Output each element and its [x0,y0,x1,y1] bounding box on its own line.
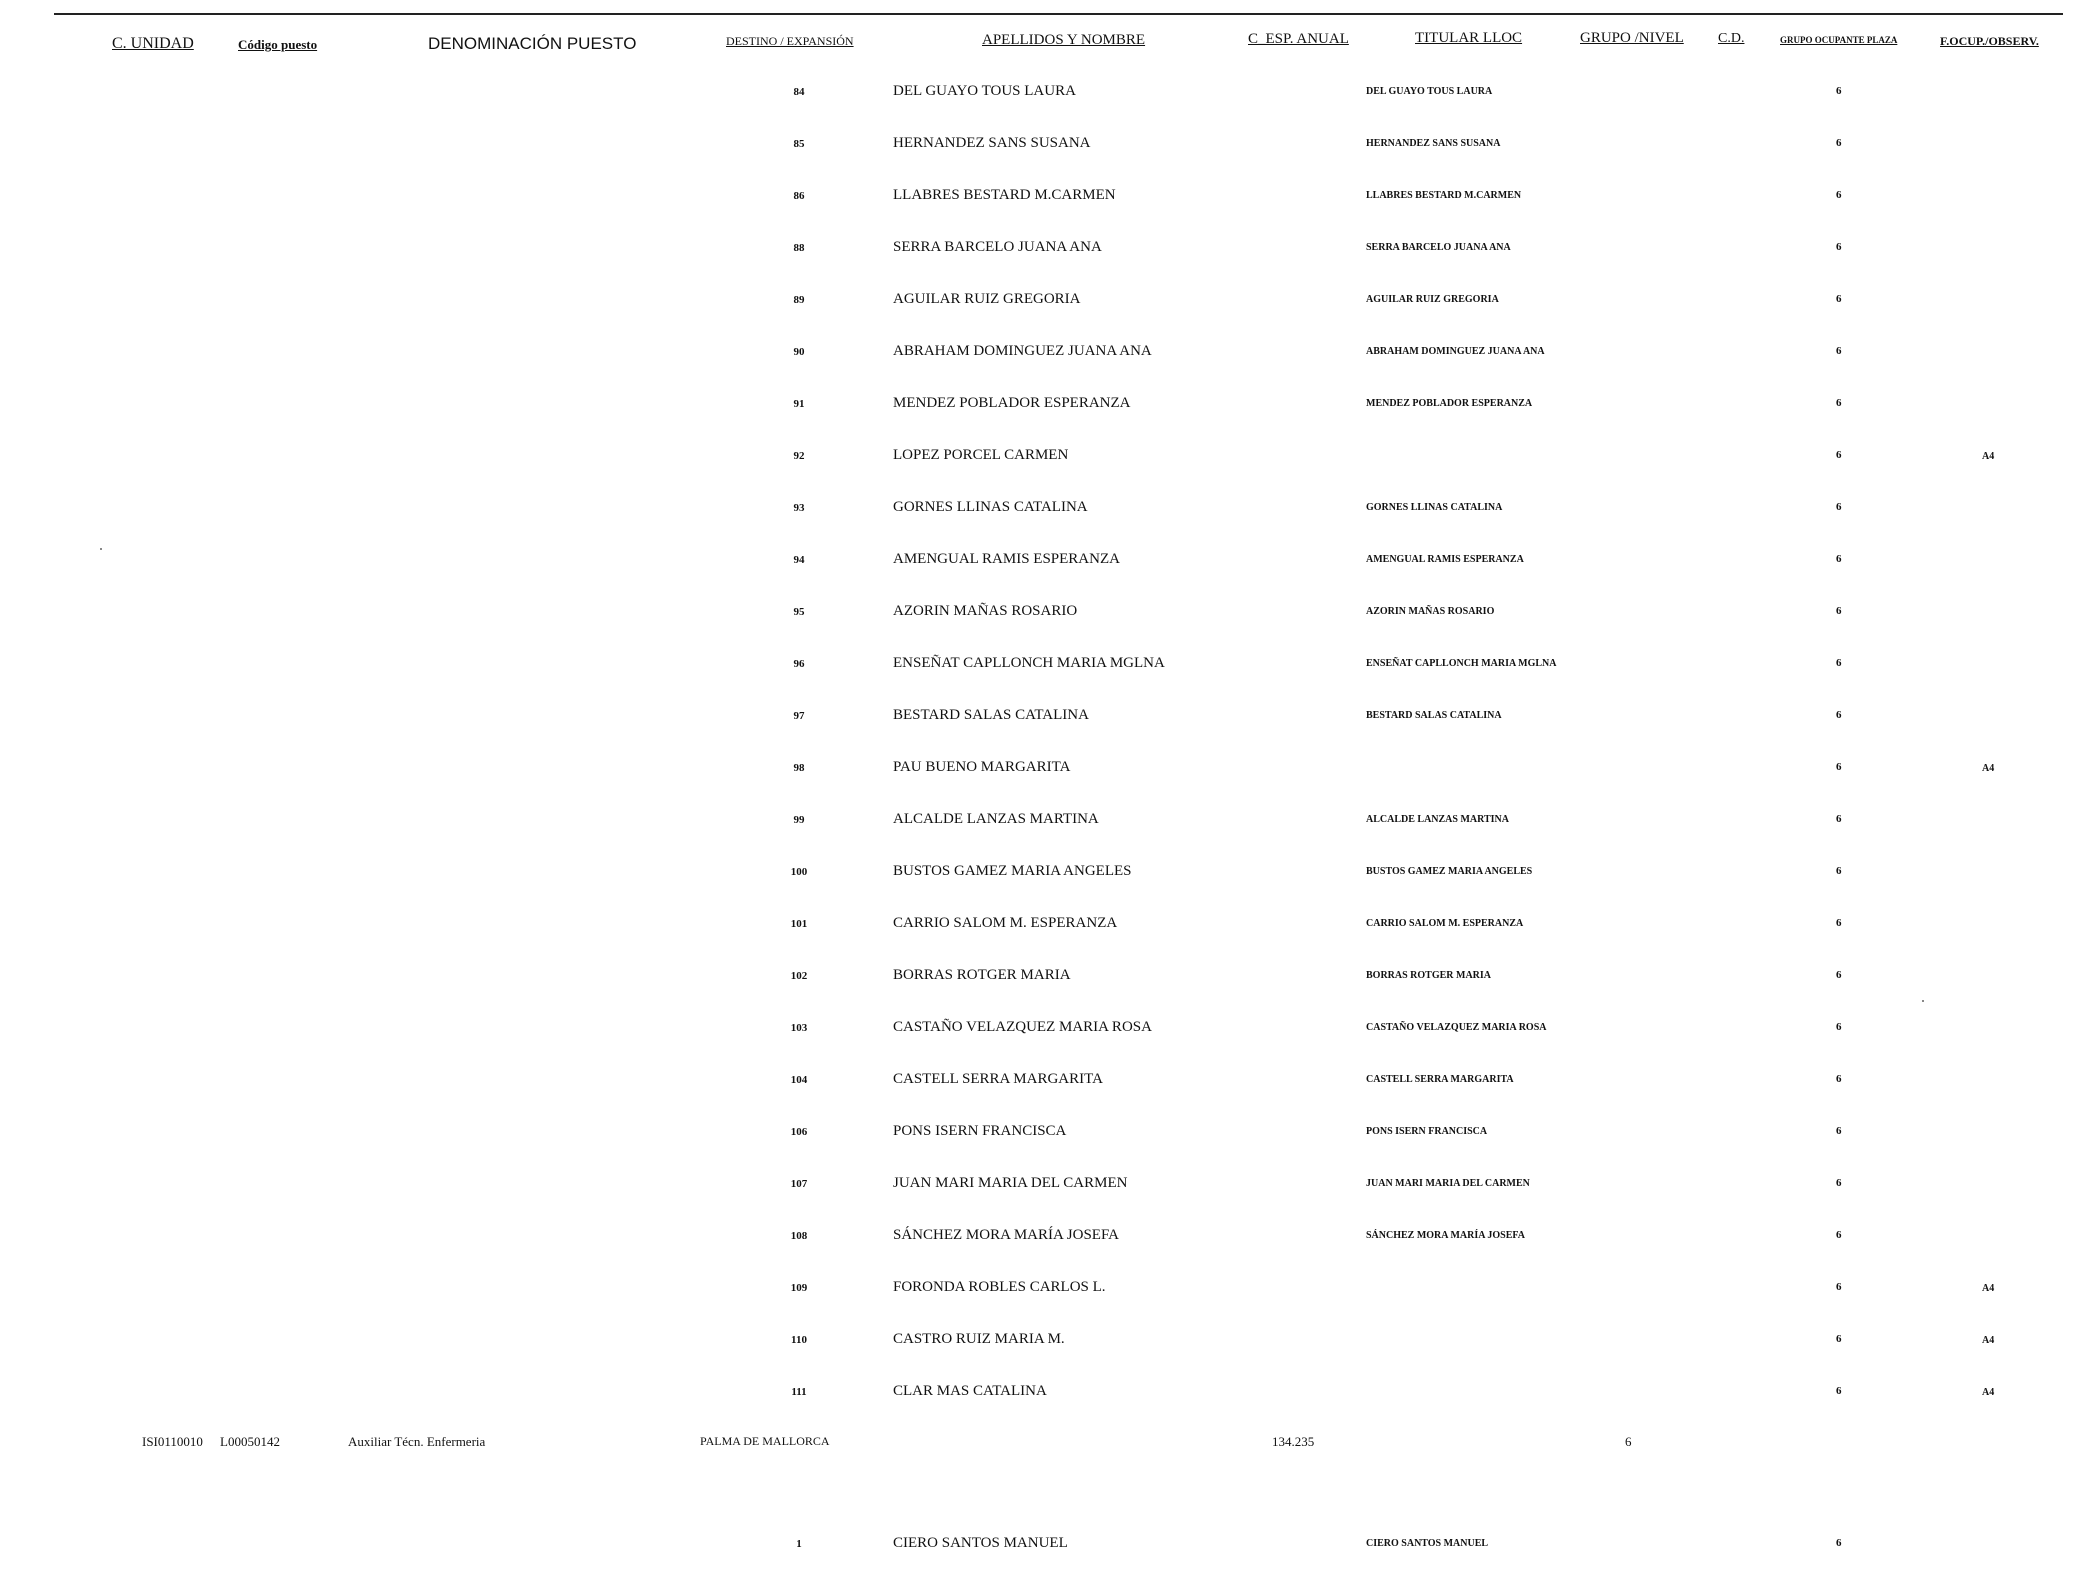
table-row [0,72,2073,124]
row-grupo-ocupante: 6 [1836,657,1842,669]
row-destino-number: 106 [790,1126,808,1138]
row-grupo-ocupante: 6 [1836,709,1842,721]
scan-speck [100,548,102,550]
row-grupo-ocupante: 6 [1836,553,1842,565]
table-row [0,228,2073,280]
row-grupo-ocupante: 6 [1836,761,1842,773]
scan-speck [1922,1000,1924,1002]
row-destino-number: 107 [790,1178,808,1190]
row-occupant-name: SÁNCHEZ MORA MARÍA JOSEFA [893,1227,1120,1243]
table-row [0,1533,2073,1563]
row-occupant-name: GORNES LLINAS CATALINA [893,499,1088,515]
row-grupo-ocupante: 6 [1836,1333,1842,1345]
row-grupo-ocupante: 6 [1836,813,1842,825]
row-titular-lloc: BUSTOS GAMEZ MARIA ANGELES [1366,866,1533,877]
row-grupo-ocupante: 6 [1836,449,1842,461]
position-c-unidad: ISI0110010 [142,1434,203,1449]
row-grupo-ocupante: 6 [1836,1177,1842,1189]
position-c-esp-anual: 134.235 [1272,1434,1315,1449]
row-titular-lloc: ALCALDE LANZAS MARTINA [1366,814,1509,825]
header-grupo-nivel: GRUPO /NIVEL [1580,30,1684,46]
header-codigo-puesto: Código puesto [238,37,318,52]
row-grupo-ocupante: 6 [1836,85,1842,97]
row-destino-number: 103 [790,1022,808,1034]
header-grupo-ocupante-plaza: GRUPO OCUPANTE PLAZA [1780,35,1898,45]
row-grupo-ocupante: 6 [1836,1021,1842,1033]
row-occupant-name: BUSTOS GAMEZ MARIA ANGELES [893,863,1132,879]
row-grupo-ocupante: 6 [1836,293,1842,305]
row-observacion: A4 [1982,763,1995,774]
table-row [0,280,2073,332]
row-titular-lloc: SÁNCHEZ MORA MARÍA JOSEFA [1366,1230,1525,1241]
row-destino-number: 95 [793,606,805,618]
position-codigo: L00050142 [220,1434,280,1449]
table-row [0,748,2073,800]
header-apellidos-nombre: APELLIDOS Y NOMBRE [982,32,1146,48]
table-row [0,384,2073,436]
table-row [0,1112,2073,1164]
table-row [0,488,2073,540]
row-titular-lloc: CASTAÑO VELAZQUEZ MARIA ROSA [1366,1022,1547,1033]
table-row [0,332,2073,384]
header-f-ocup-observ: F.OCUP./OBSERV. [1940,34,2039,48]
row-titular-lloc: MENDEZ POBLADOR ESPERANZA [1366,398,1533,409]
row-observacion: A4 [1982,451,1995,462]
row-grupo-ocupante: 6 [1836,1073,1842,1085]
row-titular-lloc: ABRAHAM DOMINGUEZ JUANA ANA [1366,346,1545,357]
row-grupo-ocupante: 6 [1836,969,1842,981]
header-c-unidad: C. UNIDAD [112,35,194,52]
header-denominacion-puesto: DENOMINACIÓN PUESTO [428,34,637,53]
header-titular-lloc: TITULAR LLOC [1415,30,1523,46]
row-titular-lloc: AGUILAR RUIZ GREGORIA [1366,294,1499,305]
row-occupant-name: CASTRO RUIZ MARIA M. [893,1331,1065,1347]
row-destino-number: 97 [793,710,805,722]
row-grupo-ocupante: 6 [1836,1125,1842,1137]
row-titular-lloc: SERRA BARCELO JUANA ANA [1366,242,1511,253]
position-destino: PALMA DE MALLORCA [700,1434,830,1448]
row-destino-number: 84 [793,86,805,98]
row-grupo-ocupante: 6 [1836,241,1842,253]
row-occupant-name: BESTARD SALAS CATALINA [893,707,1089,723]
row-occupant-name: ALCALDE LANZAS MARTINA [893,811,1099,827]
table-row [0,124,2073,176]
row-grupo-ocupante: 6 [1836,189,1842,201]
header-destino-expansion: DESTINO / EXPANSIÓN [726,34,854,48]
row-grupo-ocupante: 6 [1836,1537,1842,1549]
row-destino-number: 85 [793,138,805,150]
row-grupo-ocupante: 6 [1836,397,1842,409]
top-rule [54,13,2063,15]
table-row [0,1216,2073,1268]
row-titular-lloc: AZORIN MAÑAS ROSARIO [1366,606,1495,617]
row-occupant-name: PONS ISERN FRANCISCA [893,1123,1067,1139]
row-grupo-ocupante: 6 [1836,605,1842,617]
table-row [0,176,2073,228]
table-row [0,956,2073,1008]
row-titular-lloc: CARRIO SALOM M. ESPERANZA [1366,918,1524,929]
position-denominacion: Auxiliar Técn. Enfermeria [348,1434,486,1449]
row-titular-lloc: CIERO SANTOS MANUEL [1366,1538,1489,1549]
row-destino-number: 104 [790,1074,808,1086]
row-destino-number: 92 [793,450,805,462]
row-occupant-name: AMENGUAL RAMIS ESPERANZA [893,551,1120,567]
table-row [0,852,2073,904]
row-grupo-ocupante: 6 [1836,1281,1842,1293]
row-destino-number: 93 [793,502,805,514]
row-observacion: A4 [1982,1387,1995,1398]
row-titular-lloc: CASTELL SERRA MARGARITA [1366,1074,1514,1085]
row-grupo-ocupante: 6 [1836,137,1842,149]
row-occupant-name: ABRAHAM DOMINGUEZ JUANA ANA [893,343,1152,359]
row-destino-number: 88 [793,242,805,254]
row-destino-number: 102 [790,970,808,982]
row-destino-number: 109 [790,1282,808,1294]
row-occupant-name: SERRA BARCELO JUANA ANA [893,239,1102,255]
row-occupant-name: FORONDA ROBLES CARLOS L. [893,1279,1106,1295]
row-titular-lloc: JUAN MARI MARIA DEL CARMEN [1366,1178,1530,1189]
row-observacion: A4 [1982,1335,1995,1346]
row-occupant-name: CLAR MAS CATALINA [893,1383,1047,1399]
table-row [0,1008,2073,1060]
row-grupo-ocupante: 6 [1836,865,1842,877]
row-grupo-ocupante: 6 [1836,345,1842,357]
row-occupant-name: CASTELL SERRA MARGARITA [893,1071,1103,1087]
row-titular-lloc: AMENGUAL RAMIS ESPERANZA [1366,554,1524,565]
row-occupant-name: HERNANDEZ SANS SUSANA [893,135,1091,151]
row-destino-number: 90 [793,346,805,358]
table-row [0,1268,2073,1320]
row-destino-number: 1 [796,1538,802,1550]
row-observacion: A4 [1982,1283,1995,1294]
row-occupant-name: JUAN MARI MARIA DEL CARMEN [893,1175,1128,1191]
table-row [0,800,2073,852]
row-occupant-name: LOPEZ PORCEL CARMEN [893,447,1069,463]
row-titular-lloc: LLABRES BESTARD M.CARMEN [1366,190,1522,201]
table-row [0,644,2073,696]
header-c-esp-anual: C_ESP. ANUAL [1248,31,1349,47]
row-destino-number: 108 [790,1230,808,1242]
row-destino-number: 110 [791,1334,807,1346]
row-destino-number: 99 [793,814,805,826]
header-cd: C.D. [1718,31,1745,46]
table-row [0,540,2073,592]
row-destino-number: 111 [791,1386,807,1398]
row-grupo-ocupante: 6 [1836,1385,1842,1397]
row-destino-number: 100 [790,866,808,878]
row-destino-number: 98 [793,762,805,774]
row-occupant-name: DEL GUAYO TOUS LAURA [893,83,1076,99]
row-occupant-name: CASTAÑO VELAZQUEZ MARIA ROSA [893,1019,1152,1035]
table-row [0,1164,2073,1216]
row-grupo-ocupante: 6 [1836,501,1842,513]
row-occupant-name: LLABRES BESTARD M.CARMEN [893,187,1116,203]
row-occupant-name: PAU BUENO MARGARITA [893,759,1071,775]
row-destino-number: 91 [793,398,805,410]
row-occupant-name: CIERO SANTOS MANUEL [893,1535,1068,1551]
table-row [0,436,2073,488]
row-titular-lloc: DEL GUAYO TOUS LAURA [1366,86,1493,97]
row-occupant-name: AGUILAR RUIZ GREGORIA [893,291,1081,307]
row-occupant-name: CARRIO SALOM M. ESPERANZA [893,915,1118,931]
position-grupo-nivel: 6 [1625,1434,1632,1449]
row-occupant-name: AZORIN MAÑAS ROSARIO [893,603,1078,619]
row-titular-lloc: GORNES LLINAS CATALINA [1366,502,1503,513]
row-grupo-ocupante: 6 [1836,1229,1842,1241]
row-destino-number: 86 [793,190,805,202]
row-destino-number: 94 [793,554,805,566]
row-titular-lloc: ENSEÑAT CAPLLONCH MARIA MGLNA [1366,658,1557,669]
row-occupant-name: ENSEÑAT CAPLLONCH MARIA MGLNA [893,655,1165,671]
row-destino-number: 101 [790,918,808,930]
row-titular-lloc: PONS ISERN FRANCISCA [1366,1126,1488,1137]
table-row [0,1372,2073,1424]
position-summary-row [0,1434,2073,1454]
table-row [0,904,2073,956]
row-titular-lloc: BESTARD SALAS CATALINA [1366,710,1502,721]
table-row [0,1320,2073,1372]
row-destino-number: 96 [793,658,805,670]
row-occupant-name: MENDEZ POBLADOR ESPERANZA [893,395,1131,411]
table-row [0,592,2073,644]
table-row [0,696,2073,748]
row-destino-number: 89 [793,294,805,306]
row-occupant-name: BORRAS ROTGER MARIA [893,967,1071,983]
table-row [0,1060,2073,1112]
row-grupo-ocupante: 6 [1836,917,1842,929]
row-titular-lloc: BORRAS ROTGER MARIA [1366,970,1492,981]
row-titular-lloc: HERNANDEZ SANS SUSANA [1366,138,1501,149]
